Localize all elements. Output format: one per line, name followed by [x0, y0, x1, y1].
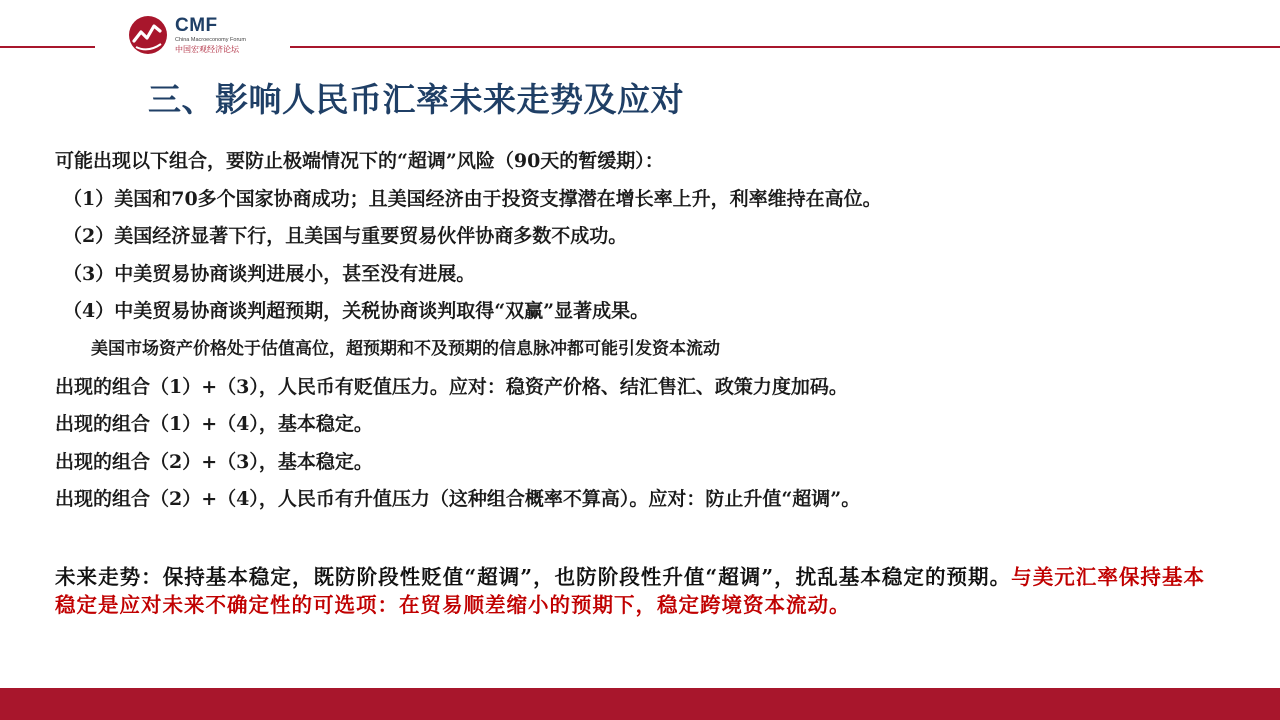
combo-2-3: 出现的组合（2）+（3），基本稳定。: [55, 450, 373, 473]
slide-title: 三、影响人民币汇率未来走势及应对: [148, 80, 684, 119]
header-divider-left: [0, 46, 95, 48]
combo-1-4: 出现的组合（1）+（4），基本稳定。: [55, 413, 373, 436]
cmf-logo-icon: [127, 14, 169, 56]
logo-subtitle: China Macroeconomy Forum: [175, 37, 246, 43]
logo-chinese-name: 中国宏观经济论坛: [175, 45, 239, 54]
conclusion-policy-highlight: 与美元汇率保持基本稳定是应对未来不确定性的可选项：在贸易顺差缩小的预期下，稳定跨境资本流动。: [55, 565, 1206, 617]
market-note: 美国市场资产价格处于估值高位，超预期和不及预期的信息脉冲都可能引发资本流动: [91, 338, 720, 359]
combo-1-3: 出现的组合（1）+（3），人民币有贬值压力。应对：稳资产价格、结汇售汇、政策力度加码。: [55, 375, 848, 398]
intro-text: 可能出现以下组合，要防止极端情况下的“超调”风险（90天的暂缓期）：: [55, 150, 664, 172]
conclusion-paragraph: [55, 563, 1205, 619]
scenario-item-3: （3）中美贸易协商谈判进展小，甚至没有进展。: [63, 262, 476, 285]
scenario-item-4: （4）中美贸易协商谈判超预期，关税协商谈判取得“双赢”显著成果。: [63, 300, 650, 323]
header-divider-right: [290, 46, 1280, 48]
slide-body: [55, 146, 1225, 522]
conclusion-outlook: 未来走势：保持基本稳定，既防阶段性贬值“超调”，也防阶段性升值“超调”，扰乱基本稳定的预期。: [55, 565, 1012, 589]
footer-bar: [0, 688, 1280, 720]
cmf-logo: [127, 12, 287, 56]
logo-brand-text: CMF: [175, 15, 218, 36]
scenario-item-1: （1）美国和70多个国家协商成功；且美国经济由于投资支撑潜在增长率上升，利率维持在高位。: [63, 187, 882, 210]
scenario-item-2: （2）美国经济显著下行，且美国与重要贸易伙伴协商多数不成功。: [63, 225, 628, 248]
combo-2-4: 出现的组合（2）+（4），人民币有升值压力（这种组合概率不算高）。应对：防止升值“超调”。: [55, 488, 861, 511]
